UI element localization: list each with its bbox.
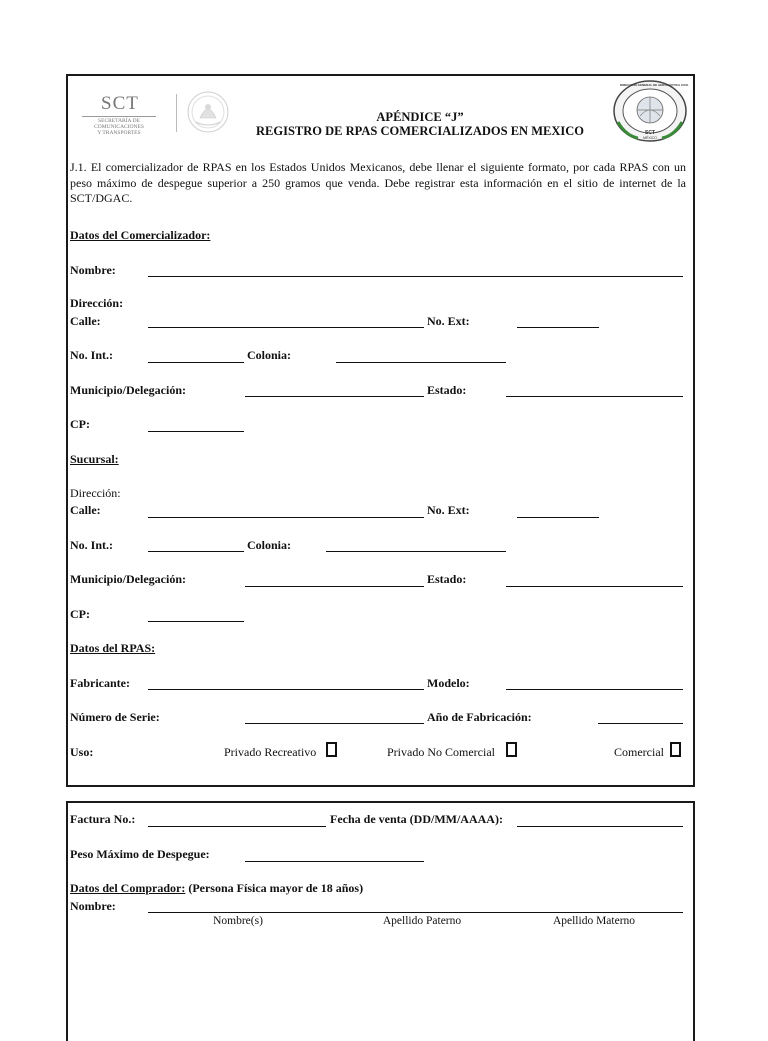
field-estado[interactable] bbox=[506, 396, 683, 397]
sct-logo-line3: Y TRANSPORTES bbox=[97, 130, 141, 136]
label-direccion: Dirección: bbox=[70, 296, 124, 310]
label-comprador-nombre: Nombre: bbox=[70, 899, 116, 913]
field-sucursal-calle[interactable] bbox=[148, 517, 424, 518]
sct-logo-line2: COMUNICACIONES bbox=[94, 124, 144, 130]
field-fabricante[interactable] bbox=[148, 689, 424, 690]
field-sucursal-no-ext[interactable] bbox=[517, 517, 599, 518]
sct-logo-line1: SECRETARÍA DE bbox=[98, 118, 140, 124]
dgac-seal-bottom-sub: MÉXICO bbox=[643, 136, 657, 140]
label-nombre: Nombre: bbox=[70, 263, 116, 277]
field-colonia[interactable] bbox=[336, 362, 506, 363]
label-sucursal-no-int: No. Int.: bbox=[70, 538, 114, 552]
label-fecha-venta: Fecha de venta (DD/MM/AAAA): bbox=[330, 812, 503, 826]
checkbox-privado-recreativo[interactable] bbox=[326, 742, 337, 757]
label-uso-privado-recreativo: Privado Recreativo bbox=[224, 745, 317, 759]
label-sucursal-direccion: Dirección: bbox=[70, 486, 121, 500]
label-no-int: No. Int.: bbox=[70, 348, 114, 362]
section-heading-rpas: Datos del RPAS: bbox=[70, 641, 156, 655]
label-uso: Uso: bbox=[70, 745, 94, 759]
field-sucursal-estado[interactable] bbox=[506, 586, 683, 587]
sct-logo-acronym: SCT bbox=[101, 93, 139, 114]
sublabel-apellido-paterno: Apellido Paterno bbox=[382, 915, 462, 927]
field-nombre[interactable] bbox=[148, 276, 683, 277]
sct-logo-rule bbox=[82, 116, 156, 117]
page-title-appendix: APÉNDICE “J” bbox=[376, 110, 464, 124]
checkbox-comercial[interactable] bbox=[670, 742, 681, 757]
field-sucursal-colonia[interactable] bbox=[326, 551, 506, 552]
field-fecha-venta[interactable] bbox=[517, 826, 683, 827]
section-heading-comprador bbox=[70, 881, 363, 895]
sublabel-nombres: Nombre(s) bbox=[213, 915, 263, 927]
field-no-ext[interactable] bbox=[517, 327, 599, 328]
label-sucursal-no-ext: No. Ext: bbox=[427, 503, 470, 517]
field-factura[interactable] bbox=[148, 826, 326, 827]
field-municipio[interactable] bbox=[245, 396, 424, 397]
field-no-int[interactable] bbox=[148, 362, 244, 363]
field-sucursal-municipio[interactable] bbox=[245, 586, 424, 587]
field-anio-fabricacion[interactable] bbox=[598, 723, 683, 724]
label-sucursal-calle: Calle: bbox=[70, 503, 101, 517]
dgac-seal-bottom-text: SCT bbox=[645, 130, 655, 136]
label-municipio: Municipio/Delegación: bbox=[70, 383, 186, 397]
label-factura: Factura No.: bbox=[70, 812, 136, 826]
label-calle: Calle: bbox=[70, 314, 101, 328]
field-modelo[interactable] bbox=[506, 689, 683, 690]
label-fabricante: Fabricante: bbox=[70, 676, 130, 690]
field-calle[interactable] bbox=[148, 327, 424, 328]
label-uso-privado-no-comercial: Privado No Comercial bbox=[387, 745, 495, 759]
label-sucursal-cp: CP: bbox=[70, 607, 90, 621]
section-heading-comercializador: Datos del Comercializador: bbox=[70, 228, 211, 242]
label-cp: CP: bbox=[70, 417, 90, 431]
label-numero-serie: Número de Serie: bbox=[70, 710, 160, 724]
label-no-ext: No. Ext: bbox=[427, 314, 470, 328]
dgac-seal-ring-text: DIRECCIÓN GENERAL DE AERONÁUTICA CIVIL bbox=[620, 83, 689, 87]
checkbox-privado-no-comercial[interactable] bbox=[506, 742, 517, 757]
logo-divider bbox=[176, 94, 177, 132]
intro-paragraph: J.1. El comercializador de RPAS en los Estados Unidos Mexicanos, debe llenar el siguiente formato, por cada RPAS con un peso máximo de despegue superior a 250 gramos que venda. Debe registrar esta información en el sitio de internet de la SCT/DGAC. bbox=[70, 160, 686, 205]
label-sucursal-estado: Estado: bbox=[427, 572, 467, 586]
sublabel-apellido-materno: Apellido Materno bbox=[552, 915, 636, 927]
label-sucursal-municipio: Municipio/Delegación: bbox=[70, 572, 186, 586]
field-comprador-nombre[interactable] bbox=[148, 912, 683, 913]
page-title-registry: REGISTRO DE RPAS COMERCIALIZADOS EN MEXICO bbox=[256, 124, 584, 138]
field-peso-maximo[interactable] bbox=[245, 861, 424, 862]
label-estado: Estado: bbox=[427, 383, 467, 397]
label-modelo: Modelo: bbox=[427, 676, 470, 690]
field-sucursal-cp[interactable] bbox=[148, 621, 244, 622]
comprador-heading-note: (Persona Física mayor de 18 años) bbox=[185, 881, 364, 895]
comprador-heading-text: Datos del Comprador: bbox=[70, 881, 186, 895]
label-colonia: Colonia: bbox=[247, 348, 292, 362]
label-anio-fabricacion: Año de Fabricación: bbox=[427, 710, 532, 724]
label-uso-comercial: Comercial bbox=[614, 745, 664, 759]
dgac-seal bbox=[612, 80, 688, 144]
section-heading-sucursal: Sucursal: bbox=[70, 452, 119, 466]
field-numero-serie[interactable] bbox=[245, 723, 424, 724]
label-sucursal-colonia: Colonia: bbox=[247, 538, 292, 552]
field-cp[interactable] bbox=[148, 431, 244, 432]
label-peso-maximo: Peso Máximo de Despegue: bbox=[70, 847, 210, 861]
field-sucursal-no-int[interactable] bbox=[148, 551, 244, 552]
